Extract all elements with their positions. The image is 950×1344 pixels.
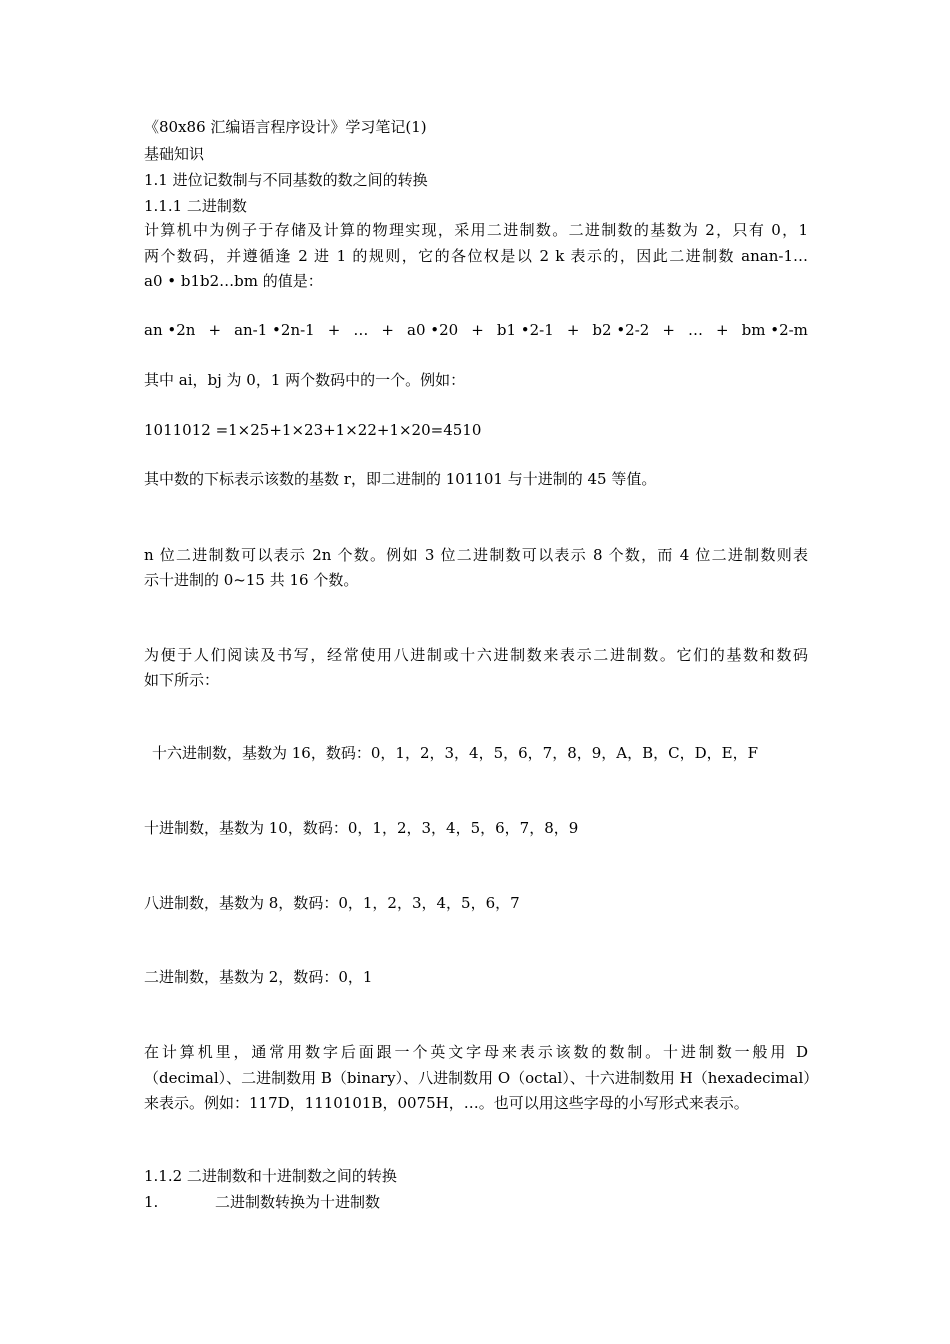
formula-operator: + [327, 321, 341, 339]
formula-term: an •2n [144, 321, 196, 339]
formula-term: an-1 •2n-1 [234, 321, 315, 339]
paragraph-line: 其中数的下标表示该数的基数 r，即二进制的 101101 与十进制的 45 等值。 [144, 470, 657, 488]
paragraph-line: 如下所示： [144, 671, 220, 689]
paragraph-line: 在计算机里，通常用数字后面跟一个英文字母来表示该数的数制。十进制数一般用 D [144, 1043, 808, 1061]
paragraph-line: 计算机中为例子于存储及计算的物理实现，采用二进制数。二进制数的基数为 2，只有 0，1 [144, 221, 808, 239]
paragraph-line: a0 • b1b2…bm 的值是： [144, 272, 323, 290]
formula-operator: + [381, 321, 394, 339]
list-item-text: 二进制数转换为十进制数 [215, 1193, 381, 1211]
paragraph-line: （decimal）、二进制数用 B（binary）、八进制数用 O（octal）、十六进制数用 H（hexadecimal） [144, 1069, 819, 1087]
paragraph-line: 示十进制的 0~15 共 16 个数。 [144, 571, 359, 589]
paragraph-line: n 位二进制数可以表示 2n 个数。例如 3 位二进制数可以表示 8 个数，而 4 位二进制数则表 [144, 546, 808, 564]
bin-base-line: 二进制数，基数为 2，数码：0，1 [144, 968, 373, 986]
paragraph-line: 其中 ai，bj 为 0，1 两个数码中的一个。例如： [144, 371, 466, 389]
formula-term: a0 •20 [407, 321, 459, 339]
subsubsection-heading: 1.1.1 二进制数 [144, 197, 247, 215]
document-title: 《80x86 汇编语言程序设计》学习笔记(1) [144, 118, 427, 136]
paragraph-line: 为便于人们阅读及书写，经常使用八进制或十六进制数来表示二进制数。它们的基数和数码 [144, 646, 808, 664]
paragraph-line: 来表示。例如：117D，1110101B，0075H，…。也可以用这些字母的小写形式来表示。 [144, 1094, 749, 1112]
formula-operator: + [716, 321, 729, 339]
example-equation: 1011012 =1×25+1×23+1×22+1×20=4510 [144, 421, 482, 439]
dec-base-line: 十进制数，基数为 10，数码：0，1，2，3，4，5，6，7，8，9 [144, 819, 579, 837]
paragraph-line: 两个数码，并遵循逢 2 进 1 的规则，它的各位权是以 2 k 表示的，因此二进制数 anan-1… [144, 247, 808, 265]
formula-operator: + [566, 321, 580, 339]
formula-term: bm •2-m [741, 321, 808, 339]
formula-ellipsis: … [687, 321, 703, 339]
section-heading: 基础知识 [144, 145, 205, 163]
formula-operator: + [471, 321, 484, 339]
subsubsection-heading: 1.1.2 二进制数和十进制数之间的转换 [144, 1167, 397, 1185]
formula-ellipsis: … [353, 321, 369, 339]
formula-operator: + [208, 321, 222, 339]
list-item-number: 1. [144, 1193, 159, 1211]
formula [144, 320, 808, 340]
formula-operator: + [662, 321, 675, 339]
hex-base-line: 十六进制数，基数为 16，数码：0，1，2，3，4，5，6，7，8，9，A，B，C，D，E，F [152, 744, 759, 762]
formula-term: b2 •2-2 [592, 321, 650, 339]
list-item [144, 1192, 808, 1212]
formula-term: b1 •2-1 [496, 321, 554, 339]
oct-base-line: 八进制数，基数为 8，数码：0，1，2，3，4，5，6，7 [144, 894, 520, 912]
subsection-heading: 1.1 进位记数制与不同基数的数之间的转换 [144, 171, 428, 189]
